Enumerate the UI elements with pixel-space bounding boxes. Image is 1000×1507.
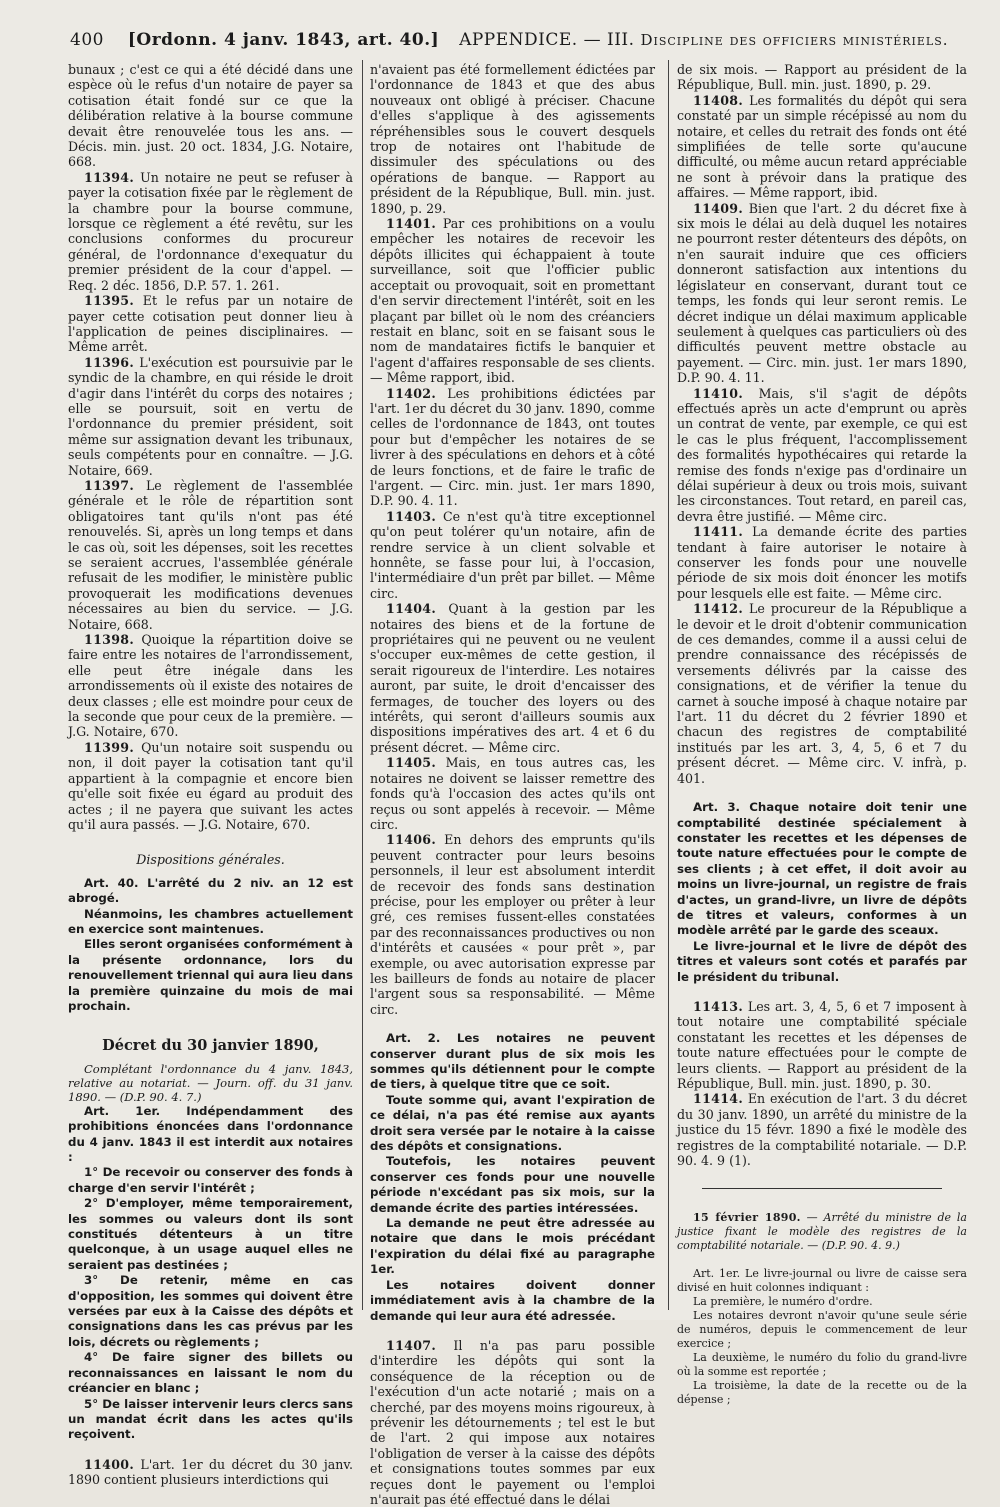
paragraph-number: 11402. xyxy=(386,385,436,401)
paragraph-text: Quant à la gestion par les notaires des biens et de la fortune de propriétaires qui ne peuvent ou ne veulent s'occuper eux-mêmes de cette gestion, il serait rigoureux de l'interdire. Les notaires auront, par suite, le droit d'encaisser des fermages, de toucher des loyers ou des intérêts, qui seront d'ailleurs soumis aux dispositions impératives des art. 4 et 6 du présent décret. — Même circ. xyxy=(370,601,655,755)
paragraph-11411 xyxy=(677,524,967,601)
paragraph-text: Ce n'est qu'à titre exceptionnel qu'on peut tolérer qu'un notaire, afin de rendre service à un client solvable et honnête, se fasse pour lui, à l'occasion, l'intermédiaire d'un prêt par billet. — Même circ. xyxy=(370,508,655,601)
paragraph-11412 xyxy=(677,601,967,786)
paragraph-number: 11396. xyxy=(84,354,134,370)
article-3: Art. 3. Chaque notaire doit tenir une comptabilité destinée spécialement à constater les recettes et les dépenses de toute nature effectuées pour le compte de ses clients ; à cet effet, il doit avoir au moins un livre-journal, un registre de frais d'actes, un grand-livre, un livre de dépôts de titres et valeurs, conformes à un modèle arrêté par le garde des sceaux. xyxy=(677,800,967,938)
article-item: 3° De retenir, même en cas d'opposition, les sommes qui doivent être versées par eux à la Caisse des dépôts et consignations dans les cas prévus par les lois, décrets ou règlements ; xyxy=(68,1273,353,1349)
paragraph-11396 xyxy=(68,355,353,478)
paragraph-number: 11400. xyxy=(84,1456,134,1472)
arrete-heading xyxy=(677,1211,967,1253)
paragraph-11410 xyxy=(677,386,967,525)
paragraph-11400 xyxy=(68,1457,353,1488)
paragraph-text: Bien que l'art. 2 du décret fixe à six mois le délai au delà duquel les notaires ne pourront rester détenteurs des dépôts, on n'en saurait induire que ces officiers donneront satisfaction aux intentions du législateur en conservant, durant tout ce temps, les fonds qui leur seront remis. Le décret indique un délai maximum applicable seulement à quelques cas particuliers où des difficultés peuvent mettre obstacle au payement. — Circ. min. just. 1er mars 1890, D.P. 90. 4. 11. xyxy=(677,200,967,386)
paragraph-number: 11405. xyxy=(386,755,436,771)
paragraph-11399 xyxy=(68,740,353,832)
paragraph-11395 xyxy=(68,293,353,355)
paragraph-number: 11401. xyxy=(386,216,436,232)
article-text: Elles seront organisées conformément à la présente ordonnance, lors du renouvellement triennal qui aura lieu dans la première quinzaine du mois de mai prochain. xyxy=(68,937,354,1013)
paragraph-number: 11412. xyxy=(693,601,743,617)
arrete-item: La troisième, la date de la recette ou de la dépense ; xyxy=(677,1379,967,1407)
decree-subtitle: Complétant l'ordonnance du 4 janv. 1843, relative au notariat. — Journ. off. du 31 janv. 1890. — (D.P. 90. 4. 7.) xyxy=(68,1061,353,1104)
paragraph-number: 11413. xyxy=(693,998,743,1014)
paragraph-11404 xyxy=(370,601,655,755)
article-text: Toutefois, les notaires peuvent conserver ces fonds pour une nouvelle période n'excédant pas six mois, sur la demande écrite des parties intéressées. xyxy=(370,1154,655,1215)
paragraph-11407 xyxy=(370,1338,655,1507)
paragraph-text: Mais, en tous autres cas, les notaires ne doivent se laisser remettre des fonds qu'à l'occasion des actes qu'ils ont reçus ou sont appelés à recevoir. — Même circ. xyxy=(370,755,655,832)
article-item: 5° De laisser intervenir leurs clercs sans un mandat écrit dans les actes qu'ils reçoivent. xyxy=(68,1396,353,1442)
paragraph-11402 xyxy=(370,386,655,509)
column-divider xyxy=(362,60,363,1310)
article-1: Art. 1er. Indépendamment des prohibitions énoncées dans l'ordonnance du 4 janv. 1843 il est interdit aux notaires : xyxy=(68,1103,353,1164)
section-rule xyxy=(702,1188,942,1189)
paragraph-text: En dehors des emprunts qu'ils peuvent contracter pour leurs besoins personnels, il leur est absolument interdit de recevoir des fonds sans destination précise, pour les employer ou prêter à leur gré, ces remises fussent-elles constatées par des reconnaissances productives ou non d'intérêts et causées « pour prêt », par exemple, ou avec autorisation expresse par les bailleurs de fonds au notaire de placer l'argent sous sa responsabilité. — Même circ. xyxy=(370,832,655,1017)
paragraph-text: Les art. 3, 4, 5, 6 et 7 imposent à tout notaire une comptabilité spéciale constatant les recettes et les dépenses de toute nature effectuées pour le compte de leurs clients. — Rapport au président de la République, Bull. min. just. 1890, p. 30. xyxy=(677,998,967,1091)
paragraph-11406 xyxy=(370,832,655,1017)
paragraph-number: 11408. xyxy=(693,92,743,108)
column-left xyxy=(68,62,353,1488)
paragraph-number: 11411. xyxy=(693,524,743,540)
paragraph-number: 11395. xyxy=(84,293,134,309)
paragraph-number: 11404. xyxy=(386,601,436,617)
header-section: Discipline des officiers ministériels. xyxy=(640,31,949,49)
paragraph-number: 11399. xyxy=(84,739,134,755)
spacer xyxy=(677,1253,967,1267)
paragraph-text: Le règlement de l'assemblée générale et le rôle de répartition sont obligatoires tant qu'ils n'ont pas été renouvelés. Si, après un long temps et dans le cas où, soit les dépenses, soit les recettes se seraient accrues, l'assemblée générale refusait de les modifier, le ministère public provoquerait les modifications devenues nécessaires au bien du service. — J.G. Notaire, 668. xyxy=(68,477,353,632)
paragraph-text: Un notaire ne peut se refuser à payer la cotisation fixée par le règlement de la chambre pour la bourse commune, lorsque ce règlement a été revêtu, sur les conclusions conformes du procureur général, de l'ordonnance d'exequatur du premier président de la cour d'appel. — Req. 2 déc. 1856, D.P. 57. 1. 261. xyxy=(68,169,353,293)
column-divider xyxy=(668,60,669,1310)
spacer xyxy=(677,985,967,999)
paragraph-number: 11403. xyxy=(386,508,436,524)
paragraph-text: En exécution de l'art. 3 du décret du 30 janv. 1890, un arrêté du ministre de la justice du 15 févr. 1890 a fixé le modèle des registres de la comptabilité notariale. — D.P. 90. 4. 9 (1). xyxy=(677,1091,967,1169)
paragraph-11403 xyxy=(370,509,655,601)
article-text: Les notaires doivent donner immédiatement avis à la chambre de la demande qui leur aura été adressée. xyxy=(370,1277,655,1323)
arrete-item: Les notaires devront n'avoir qu'une seule série de numéros, depuis le commencement de leur exercice ; xyxy=(677,1309,967,1351)
paragraph-text: Par ces prohibitions on a voulu empêcher les notaires de recevoir les dépôts illicites qui échappaient à toute surveillance, soit que l'officier public acceptait ou provoquait, soit en promettant d'en servir directement l'intérêt, soit en les plaçant par billet où le nom des créanciers restait en blanc, soit en se faisant sous le nom de mandataires fictifs le banquier et l'agent d'affaires responsable de ses clients. — Même rapport, ibid. xyxy=(370,216,655,386)
article-item: 2° D'employer, même temporairement, les sommes ou valeurs dont ils sont constitués détenteurs à un titre quelconque, à un usage auquel elles ne seraient pas destinées ; xyxy=(68,1196,353,1272)
paragraph-number: 11409. xyxy=(693,200,743,216)
article-text: La demande ne peut être adressée au notaire que dans le mois précédant l'expiration du délai fixé au paragraphe 1er. xyxy=(370,1216,655,1277)
paragraph-text: La demande écrite des parties tendant à faire autoriser le notaire à conserver les fonds pour une nouvelle période de six mois doit énoncer les motifs pour lesquels elle est faite. — Même circ. xyxy=(677,524,967,601)
column-middle xyxy=(370,62,655,1507)
arrete-item: La deuxième, le numéro du folio du grand-livre où la somme est reportée ; xyxy=(677,1351,967,1379)
paragraph-text: Et le refus par un notaire de payer cette cotisation peut donner lieu à l'application de peines disciplinaires. — Même arrêt. xyxy=(68,293,353,355)
paragraph-11401 xyxy=(370,216,655,385)
article-text: Le livre-journal et le livre de dépôt des titres et valeurs sont cotés et parafés par le président du tribunal. xyxy=(677,938,967,984)
paragraph-text: Les prohibitions édictées par l'art. 1er du décret du 30 janv. 1890, comme celles de l'ordonnance de 1843, ont toutes pour but d'empêcher les notaires de se livrer à des spéculations en dehors et à côté de leurs fonctions, et de faire le trafic de l'argent. — Circ. min. just. 1er mars 1890, D.P. 90. 4. 11. xyxy=(370,385,655,509)
paragraph-number: 11407. xyxy=(386,1337,436,1353)
spacer xyxy=(370,1017,655,1031)
paragraph-text: L'art. 1er du décret du 30 janv. 1890 contient plusieurs interdictions qui xyxy=(68,1456,353,1488)
paragraph-text: Le procureur de la République a le devoir et le droit d'obtenir communication de ces demandes, comme il a aussi celui de prendre connaissance des récépissés de versements délivrés par la caisse des consignations, et de vérifier la tenue du carnet à souche imposé à chaque notaire par l'art. 11 du décret du 2 février 1890 et chacun des registres de comptabilité institués par les art. 3, 4, 5, 6 et 7 du présent décret. — Même circ. V. infrà, p. 401. xyxy=(677,601,967,786)
paragraph-number: 11410. xyxy=(693,385,743,401)
article-item: 4° De faire signer des billets ou reconnaissances en laissant le nom du créancier en blanc ; xyxy=(68,1350,353,1396)
article-40: Art. 40. L'arrêté du 2 niv. an 12 est abrogé. xyxy=(68,875,353,906)
header-ordonnance: [Ordonn. 4 janv. 1843, art. 40.] xyxy=(127,30,440,50)
arrete-article-1: Art. 1er. Le livre-journal ou livre de caisse sera divisé en huit colonnes indiquant : xyxy=(677,1267,967,1295)
spacer xyxy=(68,1443,353,1457)
decree-title: Décret du 30 janvier 1890, xyxy=(102,1037,319,1055)
paragraph: n'avaient pas été formellement édictées par l'ordonnance de 1843 et que des abus nouveaux ont obligé à préciser. Chacune d'elles s'applique à des agissements répréhensibles sous le couvert desquels trop de notaires ont l'habitude de dissimuler des spéculations ou des opérations de banque. — Rapport au président de la République, Bull. min. just. 1890, p. 29. xyxy=(370,62,655,216)
paragraph-text: Mais, s'il s'agit de dépôts effectués après un acte d'emprunt ou après un contrat de vente, par exemple, ce qui est le cas le plus fréquent, l'accomplissement des formalités hypothécaires qui retarde la remise des fonds n'exige pas d'ordinaire un délai supérieur à deux ou trois mois, suivant les circonstances. Tout retard, en pareil cas, devra être justifié. — Même circ. xyxy=(677,385,967,524)
spacer xyxy=(677,786,967,800)
column-right xyxy=(677,62,967,1407)
article-2: Art. 2. Les notaires ne peuvent conserver durant plus de six mois les sommes qu'ils détiennent pour le compte de tiers, à quelque titre que ce soit. xyxy=(370,1031,655,1092)
article-item: 1° De recevoir ou conserver des fonds à charge d'en servir l'intérêt ; xyxy=(68,1165,353,1195)
paragraph-11398 xyxy=(68,632,353,740)
paragraph-11413 xyxy=(677,999,967,1091)
paragraph-11394 xyxy=(68,170,353,293)
paragraph-number: 11394. xyxy=(84,169,134,185)
paragraph-text: Il n'a pas paru possible d'interdire les dépôts qui sont la conséquence de la réception ou de l'exécution d'un acte notarié ; mais on a cherché, par des moyens moins rigoureux, à prévenir les détournements ; tel est le but de l'art. 2 qui impose aux notaires l'obligation de verser à la caisse des dépôts et consignations toutes sommes par eux reçues dont le payement ou l'emploi n'aurait pas été effectué dans le délai xyxy=(370,1337,655,1507)
paragraph-11397 xyxy=(68,478,353,632)
paragraph-text: Les formalités du dépôt qui sera constaté par un simple récépissé au nom du notaire, et celles du retrait des fonds ont été simplifiées de telle sorte qu'aucune difficulté, ou même aucun retard appréciable ne sont à prévoir dans la pratique des affaires. — Même rapport, ibid. xyxy=(677,92,967,201)
section-heading: Dispositions générales. xyxy=(136,852,285,868)
article-text: Néanmoins, les chambres actuellement en exercice sont maintenues. xyxy=(68,906,353,936)
arrete-title: — Arrêté du ministre de la justice fixant le modèle des registres de la comptabilité notariale. — (D.P. 90. 4. 9.) xyxy=(677,1211,967,1253)
arrete-item: La première, le numéro d'ordre. xyxy=(693,1295,873,1309)
paragraph: de six mois. — Rapport au président de la République, Bull. min. just. 1890, p. 29. xyxy=(677,62,967,93)
spacer xyxy=(370,1324,655,1338)
paragraph-number: 11398. xyxy=(84,632,134,648)
paragraph-number: 11397. xyxy=(84,477,134,493)
page-number: 400 xyxy=(70,30,104,50)
paragraph-text: L'exécution est poursuivie par le syndic de la chambre, en qui réside le droit d'agir dans l'intérêt du corps des notaires ; elle se poursuit, soit en vertu de l'ordonnance du premier président, soit même sur assignation devant les tribunaux, seuls compétents pour en connaître. — J.G. Notaire, 669. xyxy=(68,354,353,478)
paragraph: bunaux ; c'est ce qui a été décidé dans une espèce où le refus d'un notaire de payer sa cotisation était fondé sur ce que la délibération relative à la bourse commune devait être renouvelée tous les ans. — Décis. min. just. 20 oct. 1834, J.G. Notaire, 668. xyxy=(68,62,353,170)
arrete-date: 15 février 1890. xyxy=(693,1211,801,1225)
paragraph-11414 xyxy=(677,1091,967,1168)
paragraph-number: 11406. xyxy=(386,832,436,848)
paragraph-text: Quoique la répartition doive se faire entre les notaires de l'arrondissement, elle peut être inégale dans les arrondissements où il existe des notaires de deux classes ; elle est moindre pour ceux de la seconde que pour ceux de la première. — J.G. Notaire, 670. xyxy=(68,632,353,740)
header-appendix: APPENDICE. — III. xyxy=(459,30,635,50)
paragraph-number: 11414. xyxy=(693,1091,743,1107)
paragraph-11405 xyxy=(370,755,655,832)
paragraph-11409 xyxy=(677,201,967,386)
running-header xyxy=(70,30,980,50)
paragraph-11408 xyxy=(677,93,967,201)
paragraph-text: Qu'un notaire soit suspendu ou non, il doit payer la cotisation tant qu'il appartient à la compagnie et encore bien qu'elle soit fixée eu égard au produit des actes ; il ne payera que suivant les actes qu'il aura passés. — J.G. Notaire, 670. xyxy=(68,739,353,832)
article-text: Toute somme qui, avant l'expiration de ce délai, n'a pas été remise aux ayants droit sera versée par le notaire à la caisse des dépôts et consignations. xyxy=(370,1092,655,1154)
